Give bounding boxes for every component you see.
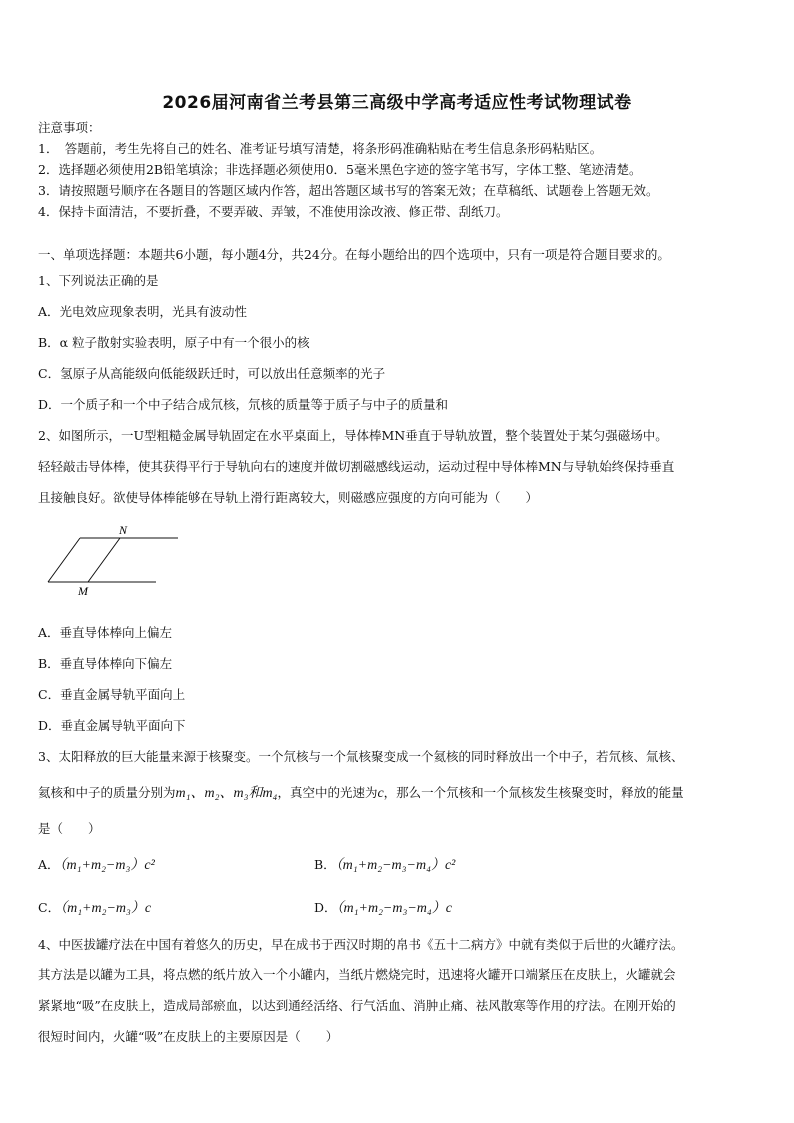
rail-end-connector xyxy=(48,538,80,582)
q3-option-d-expr: （m₁+m₂−m₃−m₄）c xyxy=(336,901,452,916)
q2-option-b: B．垂直导体棒向下偏左 xyxy=(38,656,173,671)
q3-option-a-label: A． xyxy=(38,857,60,872)
q2-option-c: C．垂直金属导轨平面向上 xyxy=(38,687,186,702)
section-heading: 一、单项选择题：本题共6小题，每小题4分，共24分。在每小题给出的四个选项中，只有一项是符合题目要求的。 xyxy=(38,247,670,262)
q3-option-c-expr: （m₁+m₂−m₃）c xyxy=(60,901,152,916)
q3-stem-text-b: ，真空中的光速为 xyxy=(277,785,378,800)
q3-stem-text-a: 氦核和中子的质量分别为 xyxy=(38,785,176,800)
q1-option-d: D．一个质子和一个中子结合成氘核，氘核的质量等于质子与中子的质量和 xyxy=(38,397,449,412)
q4-stem-line2: 其方法是以罐为工具，将点燃的纸片放入一个小罐内，当纸片燃烧完时，迅速将火罐开口端紧压在皮肤上，火罐就会 xyxy=(38,967,676,982)
q3-option-d-label: D． xyxy=(314,900,337,915)
q1-option-b: B．α 粒子散射实验表明，原子中有一个很小的核 xyxy=(38,335,310,350)
q3-option-d xyxy=(314,899,452,918)
q2-rail-diagram xyxy=(40,522,190,597)
label-n: N xyxy=(119,523,128,537)
q3-option-c-label: C． xyxy=(38,900,61,915)
q3-light-speed: c xyxy=(377,786,384,801)
q3-stem-line1: 3、太阳释放的巨大能量来源于核聚变。一个氘核与一个氚核聚变成一个氦核的同时释放出一个中子，若氘核、氚核、 xyxy=(38,749,684,764)
q3-stem-text-c: ，那么一个氘核和一个氚核发生核聚变时，释放的能量 xyxy=(383,785,684,800)
q2-stem-line3: 且接触良好。欲使导体棒能够在导轨上滑行距离较大，则磁感应强度的方向可能为（ ） xyxy=(38,490,539,505)
q2-option-d: D．垂直金属导轨平面向下 xyxy=(38,718,186,733)
q4-stem-line4: 很短时间内，火罐“吸”在皮肤上的主要原因是（ ） xyxy=(38,1029,339,1044)
q3-mass-symbols: m₁、m₂、m₃和m₄ xyxy=(175,786,278,801)
q4-stem-line1: 4、中医拔罐疗法在中国有着悠久的历史，早在成书于西汉时期的帛书《五十二病方》中就有类似于后世的火罐疗法。 xyxy=(38,937,684,952)
notice-item-2: 2．选择题必须使用2B铅笔填涂；非选择题必须使用0．5毫米黑色字迹的签字笔书写，字体工整、笔迹清楚。 xyxy=(38,162,642,177)
q3-stem-line2 xyxy=(38,784,760,803)
notice-item-1: 1． 答题前，考生先将自己的姓名、准考证号填写清楚，将条形码准确粘贴在考生信息条形码粘贴区。 xyxy=(38,141,603,156)
conductor-rod-mn xyxy=(88,538,120,582)
q4-stem-line3: 紧紧地“吸”在皮肤上，造成局部瘀血，以达到通经活络、行气活血、消肿止痛、祛风散寒等作用的疗法。在刚开始的 xyxy=(38,998,676,1013)
q2-stem-line2: 轻轻敲击导体棒，使其获得平行于导轨向右的速度并做切割磁感线运动，运动过程中导体棒MN与导轨始终保持垂直 xyxy=(38,459,675,474)
q3-option-a xyxy=(38,856,155,875)
q3-option-b-expr: （m₁+m₂−m₃−m₄）c² xyxy=(335,858,456,873)
notice-item-4: 4．保持卡面清洁，不要折叠，不要弄破、弄皱，不准使用涂改液、修正带、刮纸刀。 xyxy=(38,204,509,219)
q2-option-a: A．垂直导体棒向上偏左 xyxy=(38,625,173,640)
q3-option-a-expr: （m₁+m₂−m₃）c² xyxy=(59,858,155,873)
q1-option-c: C．氢原子从高能级向低能级跃迁时，可以放出任意频率的光子 xyxy=(38,366,386,381)
q2-stem-line1: 2、如图所示，一U型粗糙金属导轨固定在水平桌面上，导体棒MN垂直于导轨放置，整个装置处于某匀强磁场中。 xyxy=(38,428,668,443)
q3-option-b-label: B． xyxy=(314,857,336,872)
q3-stem-line3: 是（ ） xyxy=(38,821,101,836)
q1-option-a: A．光电效应现象表明，光具有波动性 xyxy=(38,304,248,319)
q3-option-b xyxy=(314,856,455,875)
q3-option-c xyxy=(38,899,151,918)
notice-heading: 注意事项： xyxy=(38,120,101,135)
label-m: M xyxy=(78,584,88,597)
notice-item-3: 3．请按照题号顺序在各题目的答题区域内作答，超出答题区域书写的答案无效；在草稿纸、试题卷上答题无效。 xyxy=(38,183,659,198)
exam-title: 2026届河南省兰考县第三高级中学高考适应性考试物理试卷 xyxy=(162,93,632,113)
q1-stem: 1、下列说法正确的是 xyxy=(38,273,159,288)
